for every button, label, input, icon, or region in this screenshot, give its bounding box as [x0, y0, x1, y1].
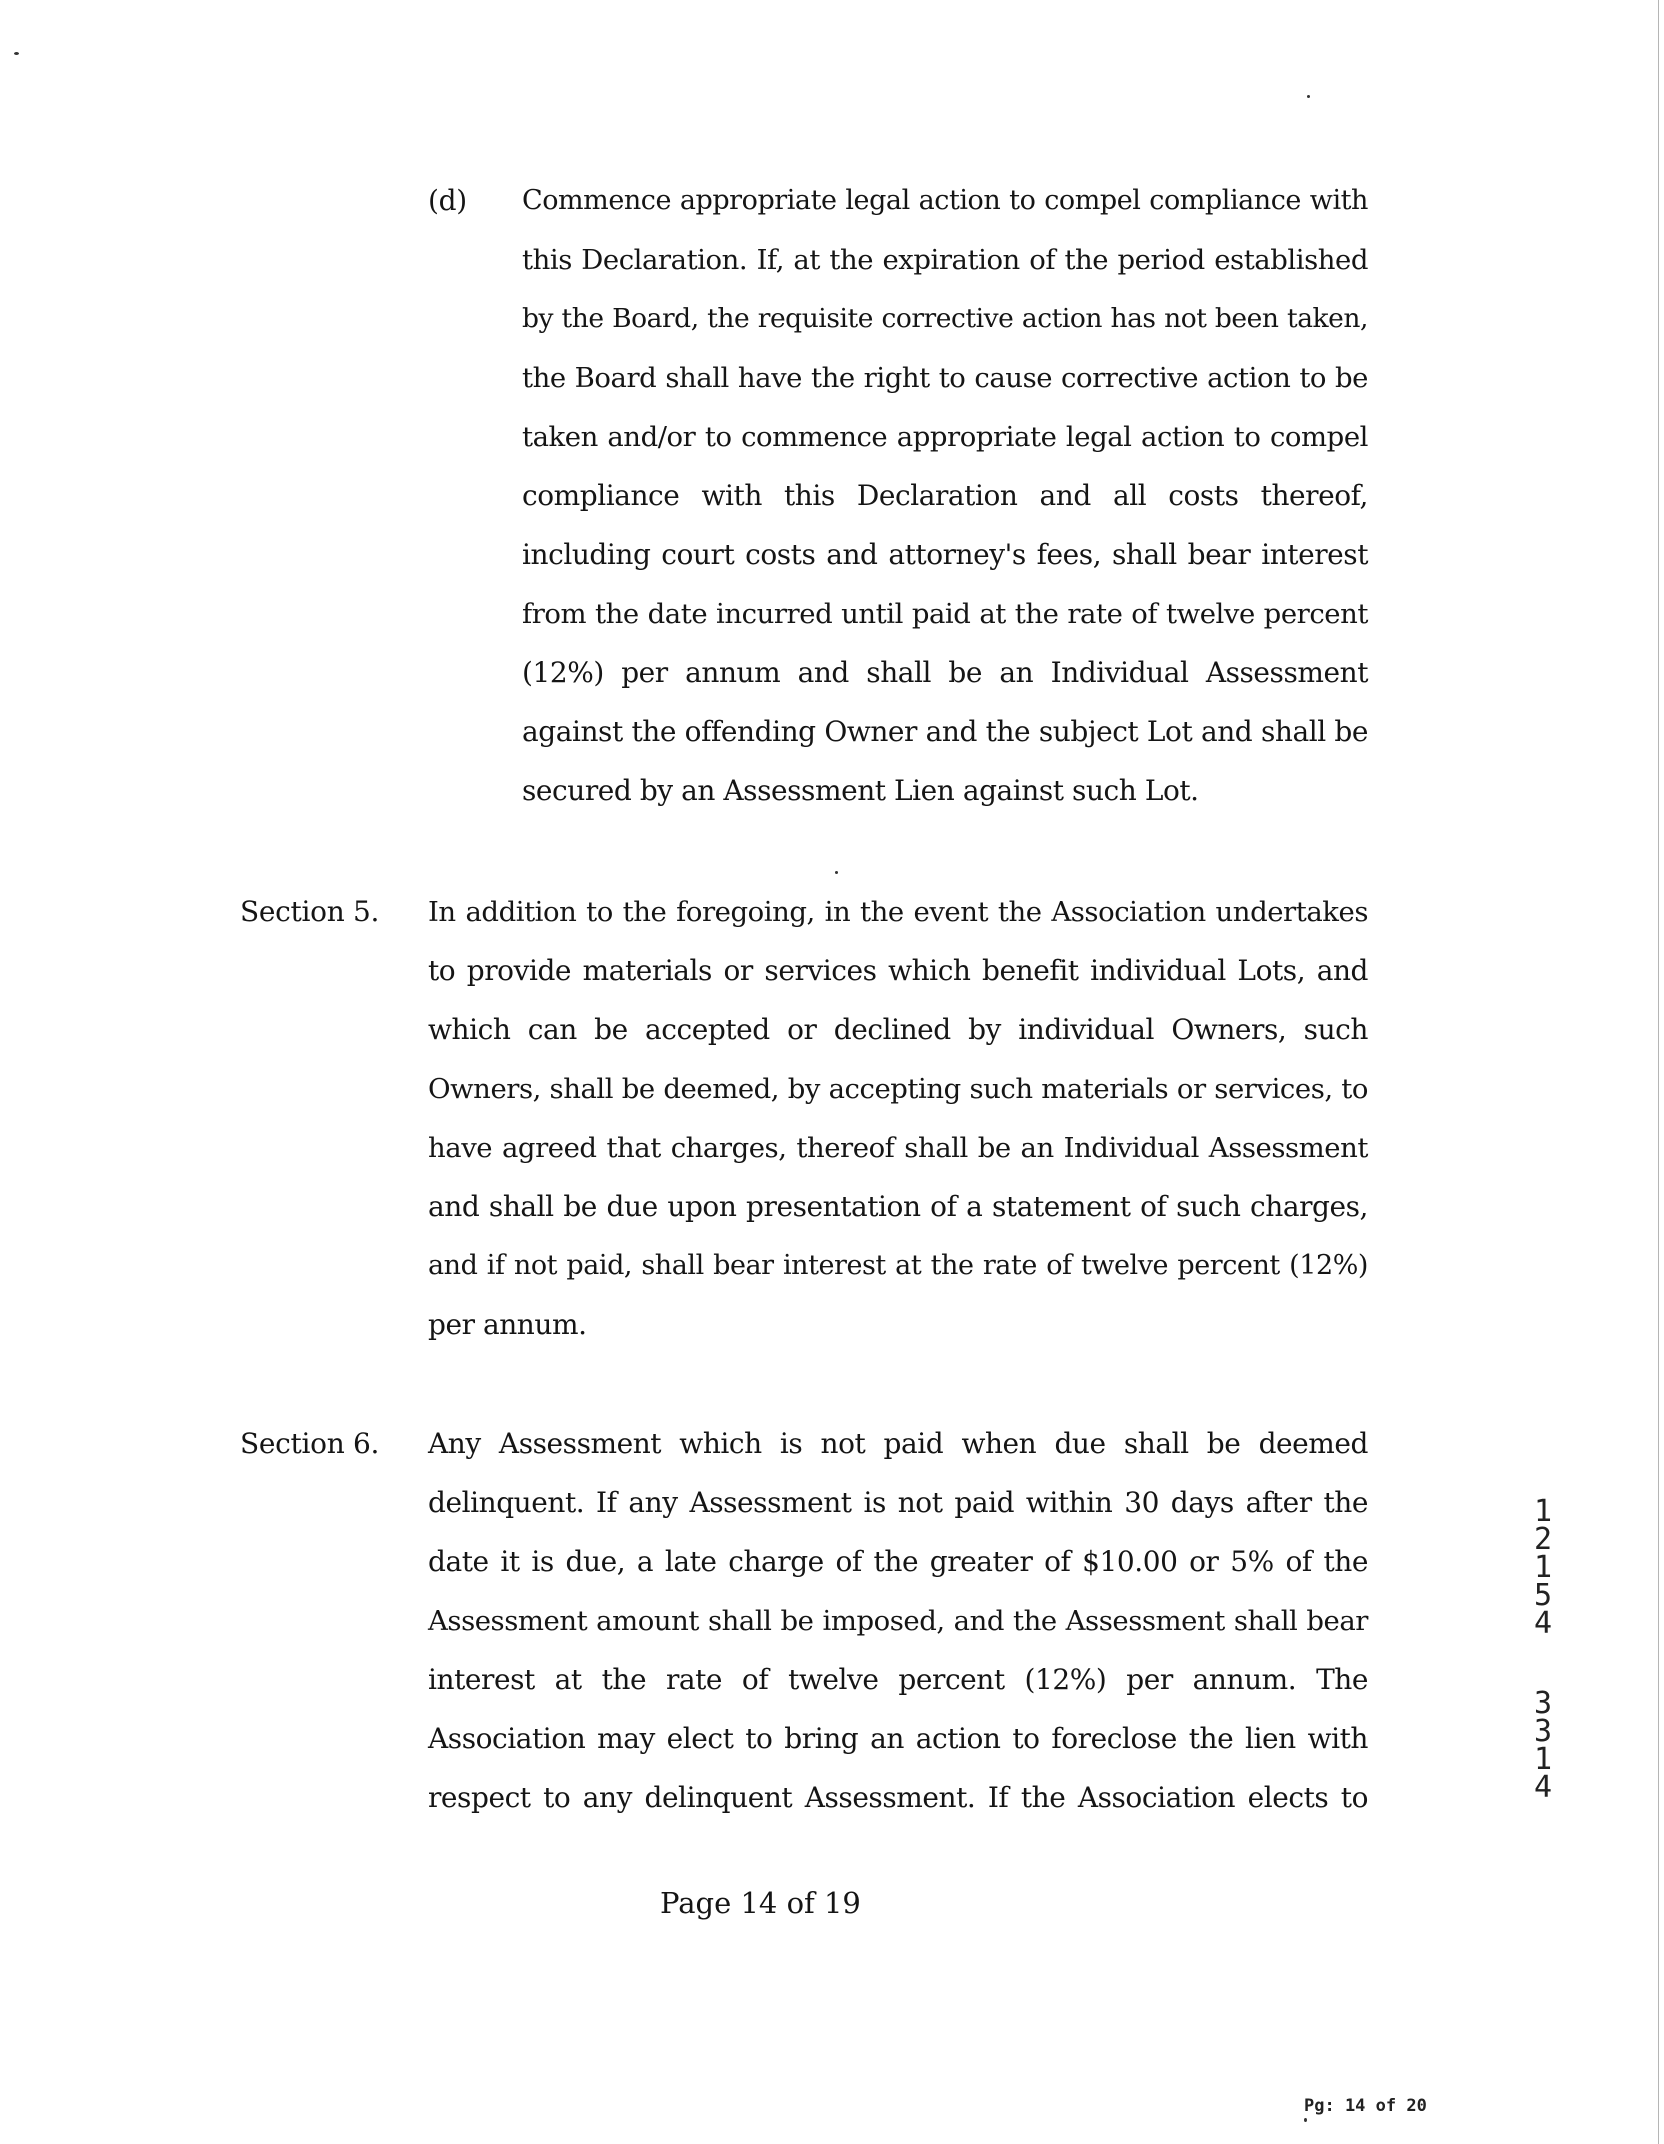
stamp-digit: 5	[1533, 1578, 1553, 1613]
text-line: the Board shall have the right to cause corrective action to be	[522, 362, 1368, 394]
text-line: this Declaration. If, at the expiration of the period established	[522, 244, 1368, 276]
paragraph-d-label: (d)	[428, 184, 467, 217]
text-line: have agreed that charges, thereof shall be an Individual Assessment	[428, 1132, 1368, 1164]
page-number: Page 14 of 19	[660, 1886, 861, 1920]
stamp-digit: 3	[1533, 1714, 1553, 1749]
text-line: and if not paid, shall bear interest at the rate of twelve percent (12%)	[428, 1250, 1368, 1281]
text-line: which can be accepted or declined by individual Owners, such	[428, 1013, 1368, 1046]
scan-speck	[835, 871, 838, 874]
stamp-digit: 3	[1533, 1686, 1553, 1721]
text-line: including court costs and attorney's fees, shall bear interest	[522, 538, 1368, 571]
text-line: Any Assessment which is not paid when due shall be deemed	[428, 1427, 1368, 1460]
text-line: delinquent. If any Assessment is not paid within 30 days after the	[428, 1486, 1368, 1519]
text-line: compliance with this Declaration and all costs thereof,	[522, 479, 1368, 512]
text-line: from the date incurred until paid at the rate of twelve percent	[522, 598, 1368, 630]
text-line: against the offending Owner and the subject Lot and shall be	[522, 715, 1368, 748]
text-line: date it is due, a late charge of the greater of $10.00 or 5% of the	[428, 1545, 1368, 1578]
text-line: taken and/or to commence appropriate legal action to compel	[522, 421, 1368, 453]
margin-stamp-lower	[1528, 1686, 1558, 1805]
scan-speck	[14, 52, 19, 55]
text-line: (12%) per annum and shall be an Individual Assessment	[522, 656, 1368, 689]
text-line: and shall be due upon presentation of a statement of such charges,	[428, 1190, 1368, 1223]
text-line: interest at the rate of twelve percent (12%) per annum. The	[428, 1663, 1368, 1696]
text-line: secured by an Assessment Lien against such Lot.	[522, 774, 1199, 807]
text-line: Owners, shall be deemed, by accepting such materials or services, to	[428, 1073, 1368, 1105]
margin-stamp-upper	[1528, 1494, 1558, 1641]
text-line: In addition to the foregoing, in the event the Association undertakes	[428, 896, 1368, 928]
text-line: Assessment amount shall be imposed, and the Assessment shall bear	[428, 1605, 1368, 1637]
section-5-label: Section 5.	[240, 895, 380, 928]
scan-speck	[1307, 95, 1310, 98]
stamp-digit: 4	[1533, 1606, 1553, 1641]
stamp-digit: 2	[1533, 1522, 1553, 1557]
stamp-digit: 4	[1533, 1770, 1553, 1805]
text-line: to provide materials or services which benefit individual Lots, and	[428, 954, 1368, 987]
scan-speck	[1304, 2118, 1307, 2122]
text-line: respect to any delinquent Assessment. If the Association elects to	[428, 1781, 1368, 1814]
text-line: Association may elect to bring an action to foreclose the lien with	[428, 1722, 1368, 1755]
section-6-label: Section 6.	[240, 1427, 380, 1460]
stamp-digit: 1	[1533, 1550, 1553, 1585]
stamp-digit: 1	[1533, 1494, 1553, 1529]
stamp-digit: 1	[1533, 1742, 1553, 1777]
scan-edge-line	[1658, 0, 1659, 2144]
recorder-page-footer: Pg: 14 of 20	[1304, 2096, 1427, 2116]
text-line: by the Board, the requisite corrective action has not been taken,	[522, 303, 1368, 334]
text-line: per annum.	[428, 1308, 587, 1341]
text-line: Commence appropriate legal action to compel compliance with	[522, 185, 1368, 216]
